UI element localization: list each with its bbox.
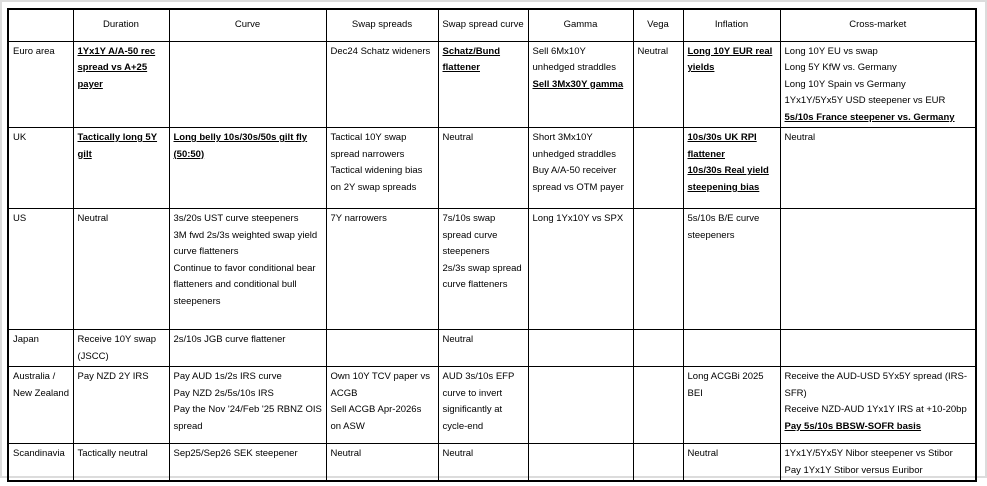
trade-entry: Tactically neutral [77,448,148,459]
trade-entry: Continue to favor conditional bear flatteners and conditional bull steepeners [173,262,316,307]
trade-entry: Pay NZD 2s/5s/10s IRS [173,387,274,399]
trade-entry: Tactical widening bias on 2Y swap spreads [330,165,423,193]
cell-gamma [528,128,633,209]
cell-curve [169,41,326,128]
trade-entry: Short 3Mx10Y unhedged straddles [532,132,616,160]
cell-swap-spread-curve [438,330,528,367]
cell-gamma [528,367,633,444]
trade-entry: 7Y narrowers [330,213,387,224]
trade-entry: Neutral [442,334,474,345]
trade-entry: 10s/30s Real yield steepening bias [687,165,769,193]
trade-entry: Pay NZD 2Y IRS [77,371,149,382]
cell-swap-spreads [326,209,438,330]
trade-entry: Neutral [330,448,362,459]
cell-cross-market [780,367,976,444]
cell-curve [169,209,326,330]
trade-entry: 1Yx1Y/5Yx5Y Nibor steepener vs Stibor [784,448,953,459]
table-row [8,41,976,128]
corner-header [8,9,73,41]
trade-entry: Long 10Y Spain vs Germany [784,78,906,90]
cell-inflation [683,41,780,128]
trade-entry: 5s/10s France steepener vs. Germany [784,111,955,123]
table-row [8,330,976,367]
column-header-vega: Vega [633,9,683,41]
cell-duration [73,209,169,330]
trade-entry: 2s/10s JGB curve flattener [173,334,286,345]
column-header-swap-spreads: Swap spreads [326,9,438,41]
trade-entry: Dec24 Schatz wideners [330,45,431,57]
trade-entry: Own 10Y TCV paper vs ACGB [330,371,430,399]
cell-cross-market [780,41,976,128]
cell-swap-spread-curve [438,367,528,444]
cell-swap-spread-curve [438,128,528,209]
cell-swap-spreads [326,367,438,444]
cell-curve [169,128,326,209]
trade-entry: 5s/10s B/E curve steepeners [687,213,760,241]
trade-entry: Neutral [442,448,474,459]
cell-cross-market [780,128,976,209]
cell-inflation [683,444,780,482]
cell-inflation [683,209,780,330]
cell-swap-spreads [326,41,438,128]
trade-entry: Long ACGBi 2025 BEI [687,371,764,399]
trade-entry: Long 5Y KfW vs. Germany [784,62,897,73]
trade-entry: Pay 5s/10s BBSW-SOFR basis [784,420,922,432]
table-row [8,209,976,330]
trade-entry: Sell 3Mx30Y gamma [532,78,624,90]
cell-swap-spread-curve [438,209,528,330]
table-row [8,367,976,444]
trade-entry: Receive NZD-AUD 1Yx1Y IRS at +10-20bp [784,404,967,415]
cell-inflation [683,128,780,209]
cell-cross-market [780,444,976,482]
trade-entry: Long 1Yx10Y vs SPX [532,213,624,224]
column-header-duration: Duration [73,9,169,41]
column-header-swap-spread-curve: Swap spread curve [438,9,528,41]
region-label: Euro area [8,41,73,128]
region-label: Australia / New Zealand [8,367,73,444]
trade-entry: Sell 6Mx10Y unhedged straddles [532,45,616,73]
cell-vega [633,41,683,128]
cell-vega [633,330,683,367]
header-row [8,9,976,41]
trade-entry: Sep25/Sep26 SEK steepener [173,448,298,459]
cell-cross-market [780,330,976,367]
trade-entry: Long belly 10s/30s/50s gilt fly (50:50) [173,132,308,160]
trade-entry: Pay the Nov '24/Feb '25 RBNZ OIS spread [173,404,322,432]
cell-vega [633,209,683,330]
cell-swap-spreads [326,330,438,367]
cell-vega [633,444,683,482]
region-label: Scandinavia [8,444,73,482]
trade-entry: 3s/20s UST curve steepeners [173,213,299,224]
trade-entry: Pay 1Yx1Y Stibor versus Euribor [784,464,923,476]
cell-swap-spread-curve [438,444,528,482]
cell-duration [73,444,169,482]
trade-entry: Tactically long 5Y gilt [77,132,158,160]
cell-cross-market [780,209,976,330]
cell-inflation [683,367,780,444]
trade-entry: Neutral [687,448,719,459]
trade-entry: Receive 10Y swap (JSCC) [77,334,157,362]
cell-gamma [528,41,633,128]
trade-entry: Receive the AUD-USD 5Yx5Y spread (IRS-SFR) [784,371,968,399]
trade-entry: 7s/10s swap spread curve steepeners [442,213,498,257]
region-label: US [8,209,73,330]
cell-gamma [528,444,633,482]
cell-gamma [528,330,633,367]
trade-entry: Neutral [442,132,474,143]
trade-recommendations-table [7,8,977,482]
trade-entry: Long 10Y EUR real yields [687,45,773,73]
trade-entry: Neutral [77,213,109,224]
region-label: Japan [8,330,73,367]
cell-duration [73,128,169,209]
trade-entry: 1Yx1Y A/A-50 rec spread vs A+25 payer [77,45,156,90]
cell-vega [633,367,683,444]
trade-entry: Neutral [784,132,816,143]
cell-swap-spreads [326,128,438,209]
cell-inflation [683,330,780,367]
trade-entry: Neutral [637,45,669,57]
cell-swap-spreads [326,444,438,482]
trade-entry: 2s/3s swap spread curve flatteners [442,262,522,290]
trade-entry: AUD 3s/10s EFP curve to invert significantly at cycle-end [442,371,515,432]
trade-entry: Schatz/Bund flattener [442,45,501,73]
trade-entry: Pay AUD 1s/2s IRS curve [173,371,282,382]
cell-duration [73,41,169,128]
column-header-curve: Curve [169,9,326,41]
cell-duration [73,367,169,444]
trade-entry: 10s/30s UK RPI flattener [687,132,757,160]
trade-entry: Buy A/A-50 receiver spread vs OTM payer [532,165,624,193]
table-body [8,41,976,481]
column-header-cross-market: Cross-market [780,9,976,41]
cell-swap-spread-curve [438,41,528,128]
cell-vega [633,128,683,209]
region-label: UK [8,128,73,209]
trade-entry: 1Yx1Y/5Yx5Y USD steepener vs EUR [784,95,946,106]
cell-gamma [528,209,633,330]
trade-entry: Sell ACGB Apr-2026s on ASW [330,404,422,432]
column-header-gamma: Gamma [528,9,633,41]
cell-curve [169,444,326,482]
cell-curve [169,330,326,367]
table-row [8,444,976,482]
cell-duration [73,330,169,367]
trade-entry: Long 10Y EU vs swap [784,45,878,57]
cell-curve [169,367,326,444]
trade-entry: Tactical 10Y swap spread narrowers [330,132,407,160]
column-header-inflation: Inflation [683,9,780,41]
table-row [8,128,976,209]
trade-entry: 3M fwd 2s/3s weighted swap yield curve flatteners [173,229,318,257]
